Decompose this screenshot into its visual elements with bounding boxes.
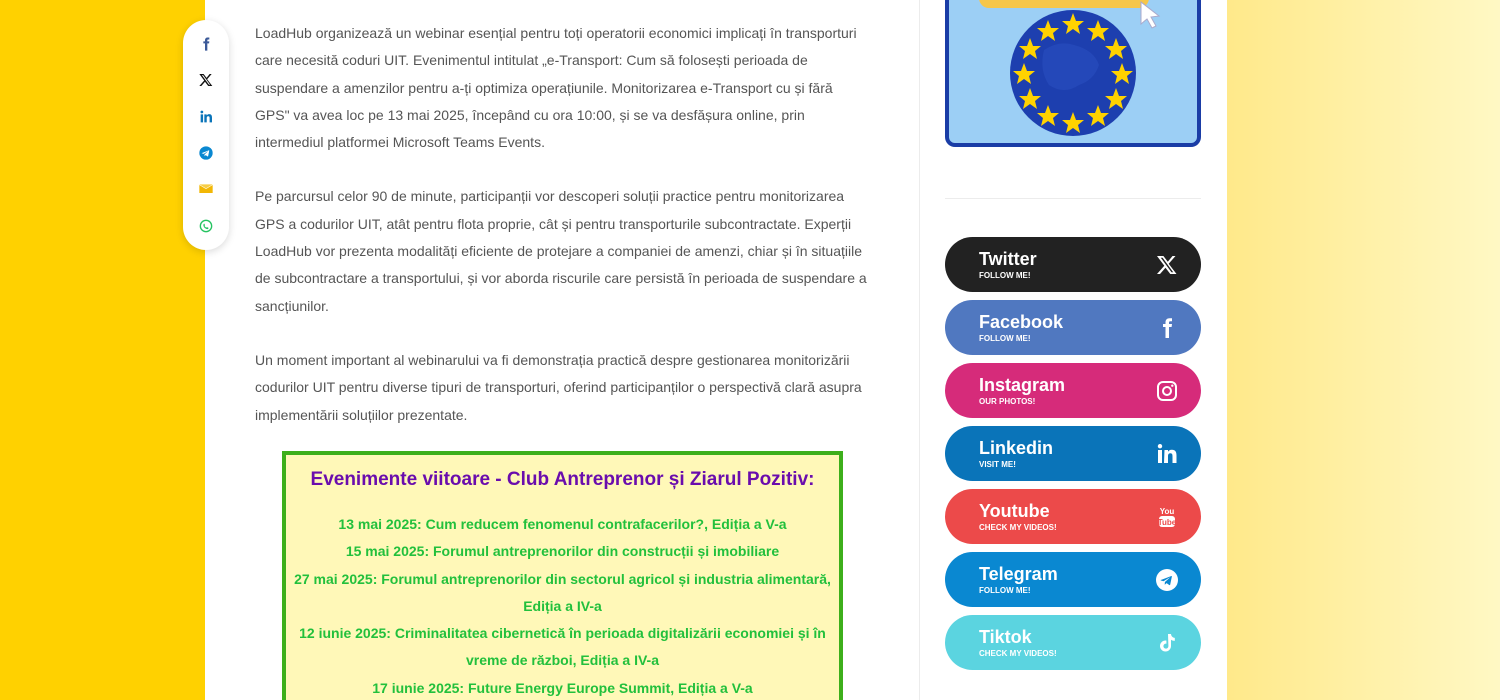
linkedin-follow-button[interactable] xyxy=(945,426,1201,481)
telegram-icon[interactable] xyxy=(196,143,216,163)
article-paragraph: Pe parcursul celor 90 de minute, participanții vor descoperi soluții practice pentru monitorizarea GPS a codurilor UIT, atât pentru flota proprie, cât și pentru transporturile subcontractate. Experții LoadHub vor prezenta modalități eficiente de protejare a companiei de amenzi, chiar și în situațiile de subcontractare a transportului, și vor aborda riscurile care persistă în perioada de suspendare a sancțiunilor. xyxy=(255,188,867,314)
social-sub: FOLLOW ME! xyxy=(979,334,1031,343)
linkedin-icon xyxy=(1155,442,1179,466)
eu-banner[interactable] xyxy=(945,0,1201,147)
eu-globe-icon xyxy=(949,0,1197,147)
event-item[interactable]: 17 iunie 2025: Future Energy Europe Summit, Ediția a V-a xyxy=(372,679,753,696)
email-icon[interactable] xyxy=(196,179,216,199)
article-body xyxy=(255,20,870,456)
svg-text:Tube: Tube xyxy=(1157,517,1177,527)
events-title: Evenimente viitoare - Club Antreprenor și Ziarul Pozitiv: xyxy=(310,469,815,490)
tiktok-icon xyxy=(1155,631,1179,655)
x-icon xyxy=(1155,253,1179,277)
youtube-follow-button[interactable] xyxy=(945,489,1201,544)
social-sub: FOLLOW ME! xyxy=(979,586,1031,595)
twitter-follow-button[interactable] xyxy=(945,237,1201,292)
social-sub: VISIT ME! xyxy=(979,460,1016,469)
tiktok-follow-button[interactable] xyxy=(945,615,1201,670)
facebook-icon xyxy=(1155,316,1179,340)
instagram-follow-button[interactable] xyxy=(945,363,1201,418)
event-item[interactable]: 12 iunie 2025: Criminalitatea cibernetică în perioada digitalizării economiei și în vreme de război, Ediția a IV-a xyxy=(299,625,826,669)
sidebar-separator xyxy=(945,198,1201,199)
social-name: Youtube xyxy=(979,501,1050,521)
event-item[interactable]: 27 mai 2025: Forumul antreprenorilor din sectorul agricol și industria alimentară, Ediția a IV-a xyxy=(294,570,831,614)
social-sub: CHECK MY VIDEOS! xyxy=(979,649,1057,658)
social-name: Telegram xyxy=(979,564,1058,584)
youtube-icon xyxy=(1155,505,1179,529)
social-name: Tiktok xyxy=(979,627,1032,647)
sidebar-divider xyxy=(919,0,920,700)
instagram-icon xyxy=(1155,379,1179,403)
social-sub: OUR PHOTOS! xyxy=(979,397,1036,406)
social-name: Instagram xyxy=(979,375,1066,395)
telegram-icon xyxy=(1155,568,1179,592)
telegram-follow-button[interactable] xyxy=(945,552,1201,607)
social-sub: FOLLOW ME! xyxy=(979,271,1031,280)
whatsapp-icon[interactable] xyxy=(196,216,216,236)
article-paragraph: LoadHub organizează un webinar esențial pentru toți operatorii economici implicați în transporturi care necesită coduri UIT. Evenimentul intitulat „e-Transport: Cum să folosești perioada de suspendare a amenzilor pentru a-ți optimiza operațiunile. Monitorizarea e-Transport cu și fără GPS" va avea loc pe 13 mai 2025, începând cu ora 10:00, și se va desfășura online, prin intermediul platformei Microsoft Teams Events. xyxy=(255,25,857,151)
event-item[interactable]: 15 mai 2025: Forumul antreprenorilor din construcții și imobiliare xyxy=(345,543,780,560)
x-icon[interactable] xyxy=(196,70,216,90)
upcoming-events-box xyxy=(282,451,843,700)
social-name: Twitter xyxy=(979,249,1037,269)
linkedin-icon[interactable] xyxy=(196,107,216,127)
social-sub: CHECK MY VIDEOS! xyxy=(979,523,1057,532)
share-bar xyxy=(183,20,229,250)
svg-text:You: You xyxy=(1159,506,1175,516)
social-name: Facebook xyxy=(979,312,1064,332)
social-name: Linkedin xyxy=(979,438,1054,458)
facebook-icon[interactable] xyxy=(196,34,216,54)
facebook-follow-button[interactable] xyxy=(945,300,1201,355)
article-paragraph: Un moment important al webinarului va fi demonstrația practică despre gestionarea monitorizării codurilor UIT pentru diverse tipuri de transporturi, oferind participanților o perspectivă clară asupra implementării soluțiilor prezentate. xyxy=(255,351,862,423)
event-item[interactable]: 13 mai 2025: Cum reducem fenomenul contrafacerilor?, Ediția a V-a xyxy=(338,516,787,532)
